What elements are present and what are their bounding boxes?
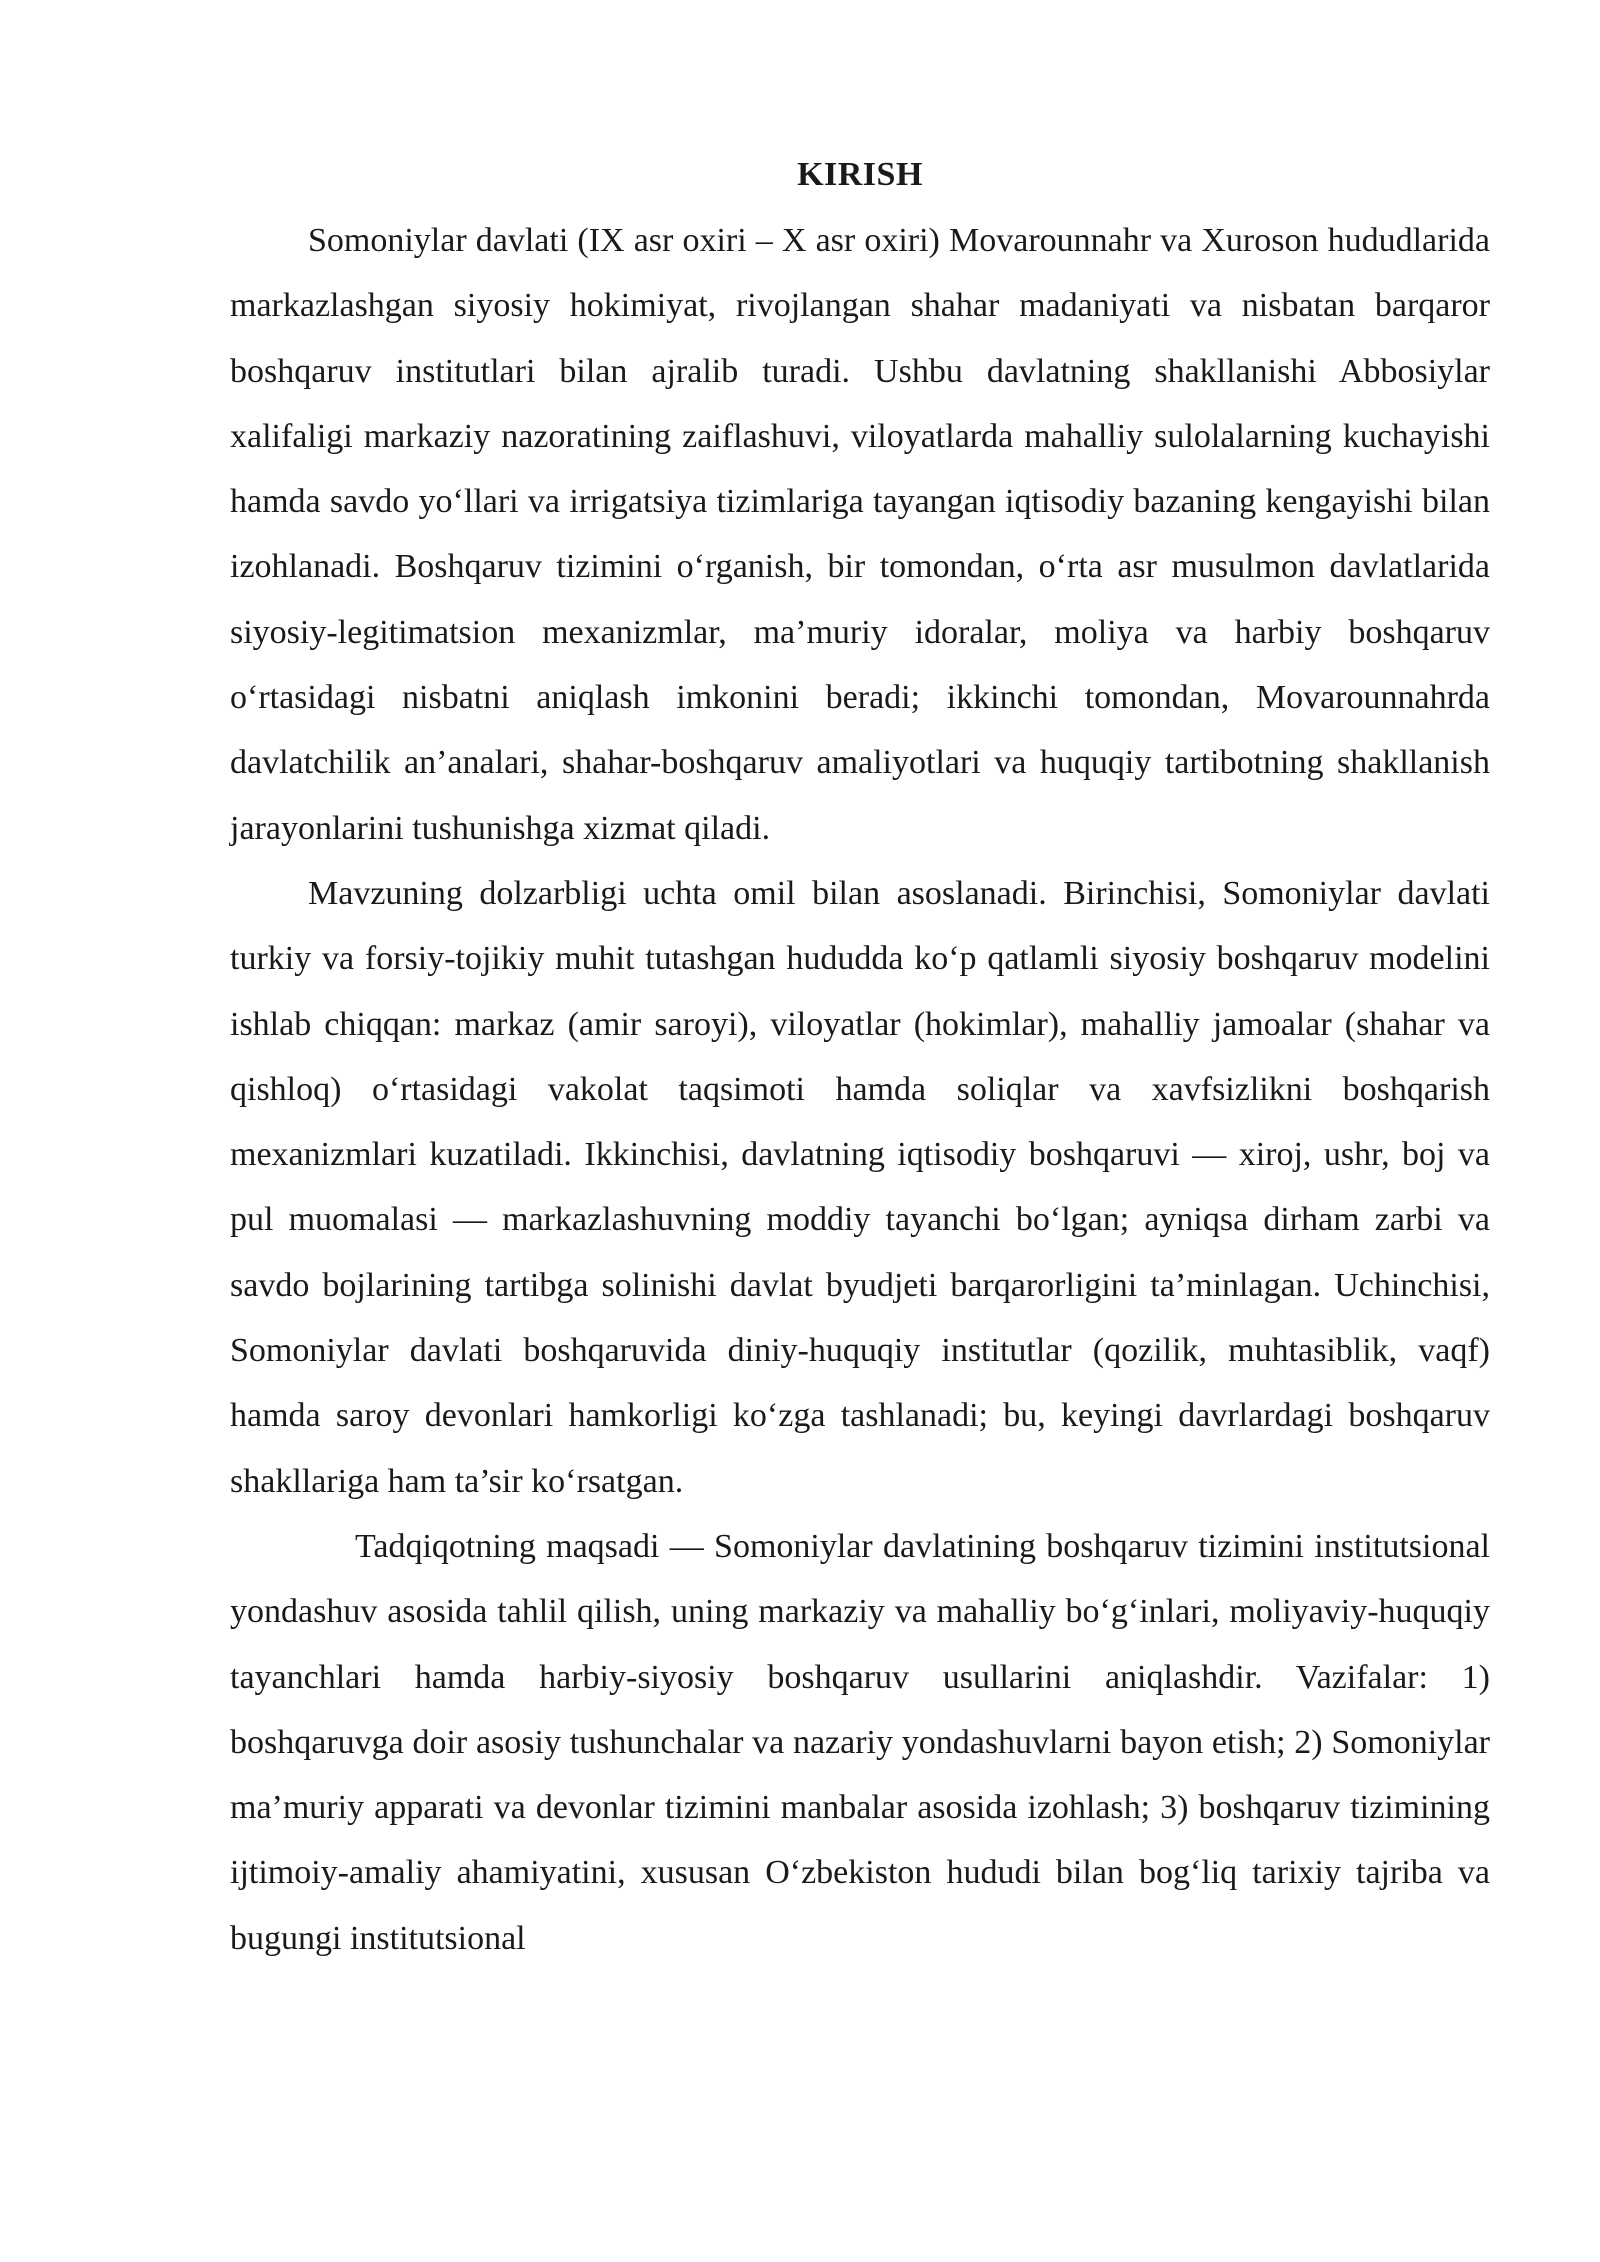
page-title: KIRISH [797,156,923,193]
paragraph-intro: Somoniylar davlati (IX asr oxiri – X asr oxiri) Movarounnahr va Xuroson hududlarida markazlashgan siyosiy hokimiyat, rivojlangan shahar madaniyati va nisbatan barqaror boshqaruv institutlari bilan ajralib turadi. Ushbu davlatning shakllanishi Abbosiylar xalifaligi markaziy nazoratining zaiflashuvi, viloyatlarda mahalliy sulolalarning kuchayishi hamda savdo yo‘llari va irrigatsiya tizimlariga tayangan iqtisodiy bazaning kengayishi bilan izohlanadi. Boshqaruv tizimini o‘rganish, bir tomondan, o‘rta asr musulmon davlatlarida siyosiy-legitimatsion mexanizmlar, ma’muriy idoralar, moliya va harbiy boshqaruv o‘rtasidagi nisbatni aniqlash imkonini beradi; ikkinchi tomondan, Movarounnahrda davlatchilik an’analari, shahar-boshqaruv amaliyotlari va huquqiy tartibotning shakllanish jarayonlarini tushunishga xizmat qiladi. [230,222,1490,847]
paragraph-relevance: Mavzuning dolzarbligi uchta omil bilan asoslanadi. Birinchisi, Somoniylar davlati turkiy va forsiy-tojikiy muhit tutashgan hududda ko‘p qatlamli siyosiy boshqaruv modelini ishlab chiqqan: markaz (amir saroyi), viloyatlar (hokimlar), mahalliy jamoalar (shahar va qishloq) o‘rtasidagi vakolat taqsimoti hamda soliqlar va xavfsizlikni boshqarish mexanizmlari kuzatiladi. Ikkinchisi, davlatning iqtisodiy boshqaruvi — xiroj, ushr, boj va pul muomalasi — markazlashuvning moddiy tayanchi bo‘lgan; ayniqsa dirham zarbi va savdo bojlarining tartibga solinishi davlat byudjeti barqarorligini ta’minlagan. Uchinchisi, Somoniylar davlati boshqaruvida diniy-huquqiy institutlar (qozilik, muhtasiblik, vaqf) hamda saroy devonlari hamkorligi ko‘zga tashlanadi; bu, keyingi davrlardagi boshqaruv shakllariga ham ta’sir ko‘rsatgan. [230,874,1490,1500]
paragraph-goal: Tadqiqotning maqsadi — Somoniylar davlatining boshqaruv tizimini institutsional yondashuv asosida tahlil qilish, uning markaziy va mahalliy bo‘g‘inlari, moliyaviy-huquqiy tayanchlari hamda harbiy-siyosiy boshqaruv usullarini aniqlashdir. Vazifalar: 1) boshqaruvga doir asosiy tushunchalar va nazariy yondashuvlarni bayon etish; 2) Somoniylar ma’muriy apparati va devonlar tizimini manbalar asosida izohlash; 3) boshqaruv tizimining ijtimoiy-amaliy ahamiyatini, xususan O‘zbekiston hududi bilan bog‘liq tarixiy tajriba va bugungi institutsional [230,1527,1490,1957]
document-page [230,150,1490,1971]
